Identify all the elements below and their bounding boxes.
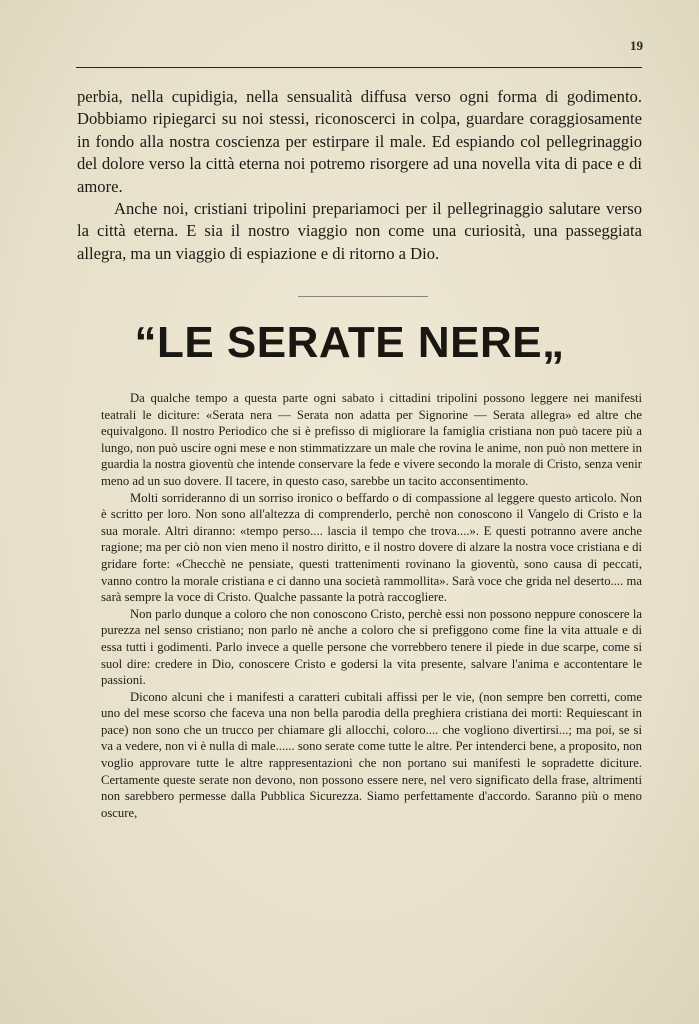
paragraph: Dicono alcuni che i manifesti a caratteri cubitali affissi per le vie, (non sempre ben corretti, come uno del mese scorso che faceva una non bella parodia della preghiera cristiana dei morti: Requiescant in pace) non sono che un trucco per chiamare gli allocchi, coloro.... che vogliono divertirsi...; ma poi, se si va a vedere, non vi è nulla di male...... sono serate come tutte le altre. Per intenderci bene, a proposito, non voglio approvare tutte le altre rappresentazioni che non portano sui manifesti le sopradette diciture. Certamente queste serate non devono, non possono essere nere, nel vero significato della frase, altrimenti non sarebbero permesse dalla Pubblica Sicurezza. Siamo perfettamente d'accordo. Saranno più o meno oscure, — [101, 689, 642, 820]
header-rule — [76, 67, 642, 68]
paragraph: perbia, nella cupidigia, nella sensualità diffusa verso ogni forma di godimento. Dobbiamo ripiegarci su noi stessi, riconoscerci in colpa, guardare coraggiosamente in fondo alla nostra coscienza per estirpare il male. Ed espiando col pellegrinaggio del dolore verso la città eterna noi potremo risorgere ad una novella vita di pace e di amore. — [77, 87, 642, 196]
page-number: 19 — [630, 38, 643, 53]
article-body — [101, 390, 642, 821]
paragraph: Anche noi, cristiani tripolini prepariamoci per il pellegrinaggio salutare verso la città eterna. E sia il nostro viaggio non come una curiosità, una passeggiata allegra, ma un viaggio di espiazione e di ritorno a Dio. — [77, 199, 642, 263]
paragraph: Da qualche tempo a questa parte ogni sabato i cittadini tripolini possono leggere nei manifesti teatrali le diciture: «Serata nera — Serata non adatta per Signorine — Serata allegra» ed altre che equivalgono. Il nostro Periodico che si è prefisso di migliorare la famiglia cristiana non può tacere più a lungo, non può uscire ogni mese e non stimmatizzare un male che rovina le anime, non può non mettere in guardia la nostra gioventù che intende conservare la fede e vivere secondo la morale di Cristo, senza venir meno ad un suo dovere. Il tacere, in questo caso, sarebbe un tacito acconsentimento. — [101, 391, 642, 488]
section-separator — [298, 296, 428, 297]
paragraph: Non parlo dunque a coloro che non conoscono Cristo, perchè essi non possono neppure conoscere la purezza nel senso cristiano; non parlo nè anche a coloro che si prefiggono come fine la vita attuale e di essa tutti i godimenti. Parlo invece a quelle persone che vorrebbero tenere il piede in due scarpe, come si suol dire: credere in Dio, conoscere Cristo e godersi la vita presente, salvare l'anima e accontentare le passioni. — [101, 606, 642, 688]
previous-article-ending — [77, 86, 642, 265]
article-title: “LE SERATE NERE„ — [134, 318, 565, 367]
paragraph: Molti sorrideranno di un sorriso ironico o beffardo o di compassione al leggere questo articolo. Non è scritto per loro. Non sono all'altezza di comprenderlo, perchè non conoscono il Vangelo di Cristo e la sua morale. Altri diranno: «tempo perso.... lascia il tempo che trova....». E questi potranno avere anche ragione; ma per ciò non vien meno il nostro diritto, e il nostro dovere di alzare la nostra voce cristiana e di gridare forte: «Checchè ne pensiate, questi trattenimenti rovinano la gioventù, sono causa di peccati, vanno contro la morale cristiana e ci danno una società rammollita». Sarà voce che grida nel deserto.... ma sarà sempre la voce di Cristo. Qualche passante la potrà raccogliere. — [101, 490, 642, 605]
